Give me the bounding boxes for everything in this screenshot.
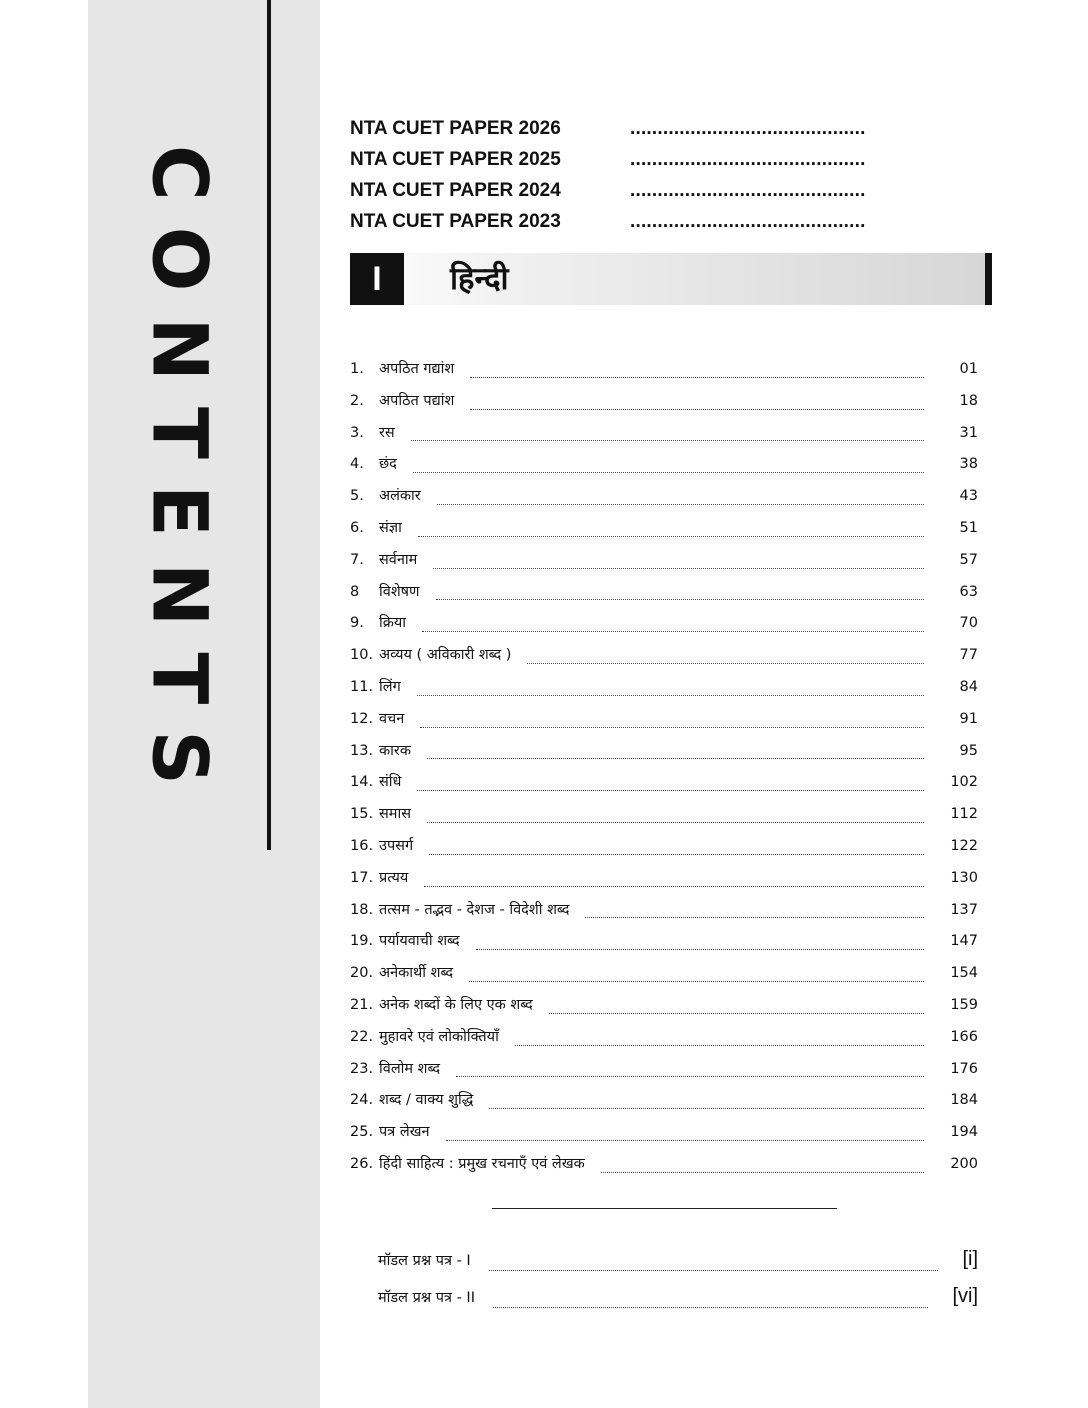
- paper-leader: ...........................................: [630, 211, 866, 232]
- toc-entry-number: 25.: [350, 1124, 374, 1141]
- paper-row[interactable]: [350, 118, 910, 149]
- toc-entry-page: 130: [950, 869, 978, 886]
- toc-entry-page: 43: [959, 488, 978, 505]
- toc-entry[interactable]: [350, 962, 978, 994]
- toc-entry[interactable]: [350, 517, 978, 549]
- toc-dot-leader: [427, 758, 924, 759]
- toc-entry-title: हिंदी साहित्य : प्रमुख रचनाएँ एवं लेखक: [379, 1155, 585, 1172]
- toc-entry-page: 51: [959, 519, 978, 536]
- toc-dot-leader: [470, 377, 924, 378]
- toc-entry[interactable]: [350, 708, 978, 740]
- toc-entry-title: शब्द / वाक्य शुद्धि: [379, 1092, 474, 1109]
- toc-entry-title: पर्यायवाची शब्द: [379, 933, 460, 950]
- toc-entry-title: लिंग: [379, 678, 401, 695]
- toc-entry-title: अव्यय ( अविकारी शब्द ): [379, 647, 512, 664]
- paper-label: NTA CUET PAPER 2026: [350, 118, 561, 139]
- sidebar-rule: [267, 0, 271, 850]
- toc-entry-number: 6.: [350, 519, 364, 536]
- toc-entry-number: 9.: [350, 615, 364, 632]
- toc-entry-title: अलंकार: [379, 488, 421, 505]
- model-paper-leader: [493, 1307, 928, 1308]
- toc-entry-page: 194: [950, 1124, 978, 1141]
- toc-dot-leader: [417, 695, 924, 696]
- toc-entry-page: 70: [959, 615, 978, 632]
- toc-dot-leader: [420, 727, 924, 728]
- toc-entry-title: छंद: [379, 456, 397, 473]
- toc-entry-title: संधि: [379, 774, 402, 791]
- toc-entry[interactable]: [350, 390, 978, 422]
- divider-line: [492, 1208, 837, 1209]
- paper-row[interactable]: [350, 180, 910, 211]
- toc-entry-title: प्रत्यय: [379, 869, 409, 886]
- toc-entry-title: पत्र लेखन: [379, 1124, 430, 1141]
- toc-entry[interactable]: [350, 1121, 978, 1153]
- toc-entry[interactable]: [350, 771, 978, 803]
- toc-entry-title: संज्ञा: [379, 519, 402, 536]
- toc-entry[interactable]: [350, 1058, 978, 1090]
- toc-dot-leader: [424, 886, 924, 887]
- toc-entry[interactable]: [350, 867, 978, 899]
- toc-entry[interactable]: [350, 581, 978, 613]
- section-header: [350, 253, 992, 305]
- toc-entry-page: 01: [959, 361, 978, 377]
- toc-dot-leader: [549, 1013, 924, 1014]
- toc-dot-leader: [429, 854, 924, 855]
- toc-entry-title: मुहावरे एवं लोकोक्तियाँ: [379, 1028, 499, 1045]
- toc-entry-number: 4.: [350, 456, 364, 473]
- paper-leader: ...........................................: [630, 149, 866, 170]
- toc-entry[interactable]: [350, 803, 978, 835]
- toc-entry-number: 14.: [350, 774, 374, 791]
- toc-dot-leader: [437, 504, 924, 505]
- toc-entry-page: 200: [950, 1155, 978, 1172]
- model-paper-page: [vi]: [952, 1285, 978, 1307]
- toc-entry-page: 31: [959, 424, 978, 441]
- toc-entry-number: 26.: [350, 1155, 374, 1172]
- toc-entry-page: 18: [959, 392, 978, 409]
- toc-entry[interactable]: [350, 612, 978, 644]
- toc-entry-title: उपसर्ग: [379, 837, 414, 854]
- toc-entry-number: 17.: [350, 869, 374, 886]
- toc-entry-page: 57: [959, 551, 978, 568]
- paper-leader: ...........................................: [630, 118, 866, 139]
- toc-entry[interactable]: [350, 549, 978, 581]
- toc-entry[interactable]: [350, 1153, 978, 1185]
- model-paper-page: [i]: [962, 1248, 978, 1270]
- paper-label: NTA CUET PAPER 2025: [350, 149, 561, 170]
- toc-list: [350, 358, 978, 1185]
- toc-entry[interactable]: [350, 485, 978, 517]
- toc-entry-number: 24.: [350, 1092, 374, 1109]
- toc-entry-number: 1.: [350, 361, 364, 377]
- toc-entry-page: 154: [950, 965, 978, 982]
- toc-entry[interactable]: [350, 644, 978, 676]
- toc-entry-page: 84: [959, 678, 978, 695]
- toc-entry-page: 77: [959, 647, 978, 664]
- toc-entry-number: 10.: [350, 647, 374, 664]
- toc-dot-leader: [601, 1172, 924, 1173]
- toc-dot-leader: [489, 1108, 924, 1109]
- model-paper-list: [378, 1248, 978, 1322]
- toc-entry[interactable]: [350, 453, 978, 485]
- toc-dot-leader: [527, 663, 924, 664]
- toc-entry[interactable]: [350, 994, 978, 1026]
- toc-dot-leader: [456, 1076, 924, 1077]
- model-paper-leader: [489, 1270, 939, 1271]
- toc-entry-page: 63: [959, 583, 978, 600]
- toc-entry-title: समास: [379, 806, 412, 823]
- toc-entry[interactable]: [350, 676, 978, 708]
- toc-dot-leader: [422, 631, 924, 632]
- toc-entry-number: 13.: [350, 742, 374, 759]
- toc-entry[interactable]: [350, 1089, 978, 1121]
- model-paper-entry[interactable]: [378, 1285, 978, 1322]
- section-title: हिन्दी: [450, 261, 509, 297]
- paper-label: NTA CUET PAPER 2023: [350, 211, 561, 232]
- toc-entry-number: 20.: [350, 965, 374, 982]
- toc-entry[interactable]: [350, 835, 978, 867]
- toc-dot-leader: [417, 790, 924, 791]
- toc-entry-number: 19.: [350, 933, 374, 950]
- toc-entry-number: 21.: [350, 996, 374, 1013]
- toc-entry-title: अनेकार्थी शब्द: [379, 965, 454, 982]
- toc-entry-title: विलोम शब्द: [379, 1060, 441, 1077]
- toc-entry[interactable]: [350, 358, 978, 390]
- toc-entry-title: अपठित गद्यांश: [379, 361, 455, 377]
- toc-entry-page: 102: [950, 774, 978, 791]
- toc-entry[interactable]: [350, 899, 978, 931]
- toc-dot-leader: [446, 1140, 924, 1141]
- toc-entry-page: 147: [950, 933, 978, 950]
- toc-dot-leader: [470, 409, 924, 410]
- toc-entry-title: तत्सम - तद्भव - देशज - विदेशी शब्द: [379, 901, 570, 918]
- toc-dot-leader: [436, 599, 924, 600]
- toc-entry-title: सर्वनाम: [379, 551, 418, 568]
- toc-entry-number: 22.: [350, 1028, 374, 1045]
- toc-entry-page: 176: [950, 1060, 978, 1077]
- section-accent-bar: [985, 253, 992, 305]
- toc-dot-leader: [411, 440, 924, 441]
- toc-entry[interactable]: [350, 740, 978, 772]
- model-paper-title: मॉडल प्रश्न पत्र - I: [378, 1253, 471, 1269]
- toc-entry-number: 2.: [350, 392, 364, 409]
- toc-entry-title: अनेक शब्दों के लिए एक शब्द: [379, 996, 533, 1013]
- toc-entry-number: 15.: [350, 806, 374, 823]
- model-paper-title: मॉडल प्रश्न पत्र - II: [378, 1290, 475, 1306]
- toc-entry-page: 112: [950, 806, 978, 823]
- toc-entry-page: 122: [950, 837, 978, 854]
- toc-dot-leader: [418, 536, 924, 537]
- paper-row[interactable]: [350, 211, 910, 242]
- toc-dot-leader: [469, 981, 924, 982]
- toc-entry-page: 38: [959, 456, 978, 473]
- toc-dot-leader: [433, 568, 924, 569]
- toc-entry-title: कारक: [379, 742, 411, 759]
- toc-entry-number: 16.: [350, 837, 374, 854]
- paper-list: [350, 118, 910, 242]
- toc-entry-page: 159: [950, 996, 978, 1013]
- toc-entry-page: 95: [959, 742, 978, 759]
- toc-entry-number: 12.: [350, 710, 374, 727]
- toc-entry-page: 166: [950, 1028, 978, 1045]
- toc-entry-title: विशेषण: [379, 583, 420, 600]
- toc-entry-page: 91: [959, 710, 978, 727]
- toc-entry-number: 18.: [350, 901, 374, 918]
- toc-entry-number: 5.: [350, 488, 364, 505]
- toc-entry-title: अपठित पद्यांश: [379, 392, 455, 409]
- toc-dot-leader: [476, 949, 924, 950]
- toc-entry-title: वचन: [379, 710, 405, 727]
- toc-dot-leader: [585, 917, 924, 918]
- paper-label: NTA CUET PAPER 2024: [350, 180, 561, 201]
- section-number: I: [350, 253, 404, 305]
- toc-entry-number: 23.: [350, 1060, 374, 1077]
- contents-heading: CONTENTS: [135, 145, 225, 811]
- toc-entry-title: रस: [379, 424, 395, 441]
- toc-dot-leader: [515, 1045, 924, 1046]
- toc-dot-leader: [413, 472, 924, 473]
- toc-entry-number: 3.: [350, 424, 364, 441]
- toc-entry-number: 8: [350, 583, 360, 600]
- model-paper-entry[interactable]: [378, 1248, 978, 1285]
- toc-entry-number: 7.: [350, 551, 364, 568]
- toc-entry[interactable]: [350, 422, 978, 454]
- toc-entry-number: 11.: [350, 678, 374, 695]
- toc-entry[interactable]: [350, 1026, 978, 1058]
- toc-entry-page: 137: [950, 901, 978, 918]
- paper-row[interactable]: [350, 149, 910, 180]
- paper-leader: ...........................................: [630, 180, 866, 201]
- toc-entry[interactable]: [350, 930, 978, 962]
- toc-entry-page: 184: [950, 1092, 978, 1109]
- toc-dot-leader: [427, 822, 924, 823]
- toc-entry-title: क्रिया: [379, 615, 407, 632]
